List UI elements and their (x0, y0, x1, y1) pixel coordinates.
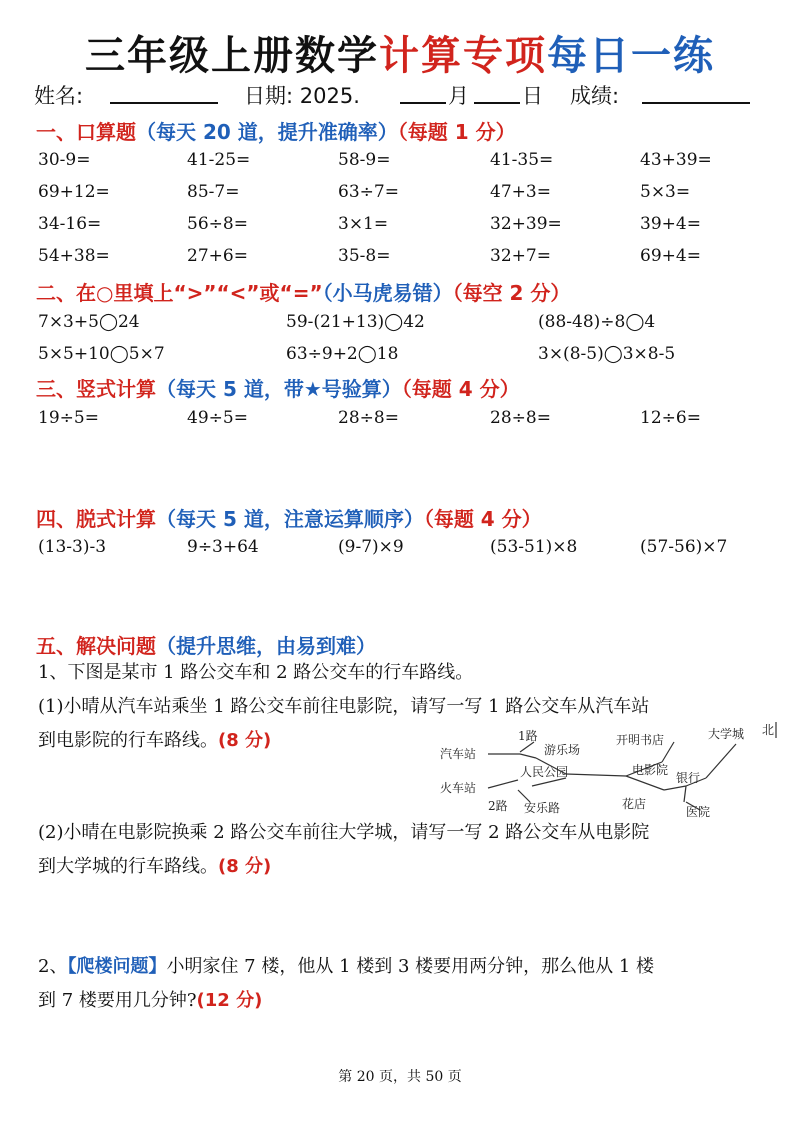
route1-pointer (520, 742, 534, 752)
section5-title: 五、解决问题 (36, 634, 156, 658)
compare-item: (88-48)÷8◯4 (538, 312, 656, 332)
q1-sub2 (38, 816, 778, 884)
section1-title: 一、口算题 (36, 120, 136, 144)
route-segment (664, 786, 686, 790)
section3-heading (36, 373, 520, 402)
oral-item: 32+7= (490, 246, 551, 266)
vertical-item: 19÷5= (38, 408, 99, 428)
section1-score: （每题 1 分） (397, 120, 516, 144)
oral-item: 39+4= (640, 214, 701, 234)
q1-sub2-line1: (2)小晴在电影院换乘 2 路公交车前往大学城，请写一写 2 路公交车从电影院 (38, 822, 650, 843)
q2-score: (12 分) (196, 990, 263, 1011)
q1-sub2-line2: 到大学城的行车路线。 (38, 856, 218, 877)
day-blank[interactable] (474, 84, 520, 109)
blank-circle[interactable]: ◯ (603, 344, 623, 364)
vertical-item: 12÷6= (640, 408, 701, 428)
route-segment (520, 754, 536, 758)
blank-circle[interactable]: ◯ (109, 344, 129, 364)
q1-intro: 1、下图是某市 1 路公交车和 2 路公交车的行车路线。 (38, 662, 474, 683)
title-part1: 三年级上册数学 (85, 33, 379, 79)
oral-item: 85-7= (187, 182, 240, 202)
score-blank[interactable] (642, 84, 750, 109)
route-segment (488, 780, 518, 788)
stepwise-item: 9÷3+64 (187, 537, 259, 557)
compare-item: 5×5+10◯5×7 (38, 344, 165, 364)
map-label-anle-road: 安乐路 (524, 801, 561, 815)
oral-item: 3×1= (338, 214, 389, 234)
compare-item: 7×3+5◯24 (38, 312, 140, 332)
map-label-cinema: 电影院 (632, 763, 669, 777)
q1-sub1-score: (8 分) (218, 730, 272, 751)
stepwise-item: (9-7)×9 (338, 537, 404, 557)
vertical-item: 28÷8= (338, 408, 399, 428)
map-label-florist: 花店 (622, 797, 647, 811)
name-blank[interactable] (110, 84, 218, 109)
stepwise-row (38, 537, 778, 565)
compare-row (38, 312, 778, 340)
date-label: 日期: 2025. (244, 84, 360, 108)
blank-circle[interactable]: ◯ (98, 312, 118, 332)
section2-desc: （小马虎易错） (322, 281, 453, 305)
stepwise-item: (13-3)-3 (38, 537, 107, 557)
bus-route-map (436, 718, 786, 828)
compare-item: 59-(21+13)◯42 (286, 312, 425, 332)
map-label-university: 大学城 (708, 727, 745, 741)
month-label: 月 (448, 84, 469, 108)
section5-desc: （提升思维，由易到难） (156, 634, 376, 658)
oral-row (38, 246, 778, 274)
stepwise-item: (53-51)×8 (490, 537, 578, 557)
map-label-bus-station: 汽车站 (440, 747, 477, 761)
oral-item: 32+39= (490, 214, 562, 234)
map-label-north: 北 (762, 723, 775, 737)
map-label-bookstore: 开明书店 (616, 733, 665, 747)
route-segment (626, 776, 664, 790)
q2-tag: 【爬楼问题】 (67, 956, 167, 977)
q2-line2: 到 7 楼要用几分钟? (38, 990, 197, 1011)
section2-heading (36, 277, 570, 306)
route-segment (684, 786, 686, 802)
section2-title: 二、在○里填上“>”“<”或“=” (36, 281, 323, 305)
oral-item: 69+4= (640, 246, 701, 266)
oral-item: 41-25= (187, 150, 251, 170)
section3-score: （每题 4 分） (401, 377, 520, 401)
blank-circle[interactable]: ◯ (625, 312, 645, 332)
route-segment (706, 744, 736, 778)
route-segment (532, 778, 566, 786)
section3-title: 三、竖式计算 (36, 377, 156, 401)
q2-number: 2、 (38, 956, 68, 977)
map-label-bank: 银行 (676, 771, 701, 785)
score-label: 成绩: (570, 84, 620, 108)
vertical-item: 49÷5= (187, 408, 248, 428)
section2-score: （每空 2 分） (452, 281, 571, 305)
section5-heading (36, 630, 376, 659)
oral-item: 30-9= (38, 150, 91, 170)
oral-item: 35-8= (338, 246, 391, 266)
section4-title: 四、脱式计算 (36, 507, 156, 531)
q2-line1: 小明家住 7 楼，他从 1 楼到 3 楼要用两分钟，那么他从 1 楼 (166, 956, 655, 977)
page-title (0, 24, 800, 81)
title-part2: 计算专项 (379, 33, 547, 79)
stepwise-item: (57-56)×7 (640, 537, 728, 557)
map-label-train-station: 火车站 (440, 781, 477, 795)
oral-row (38, 182, 778, 210)
oral-item: 54+38= (38, 246, 110, 266)
section3-desc: （每天 5 道，带★号验算） (156, 377, 402, 401)
title-part3: 每日一练 (547, 33, 715, 79)
oral-item: 56÷8= (187, 214, 248, 234)
oral-item: 47+3= (490, 182, 551, 202)
oral-item: 58-9= (338, 150, 391, 170)
name-label: 姓名: (34, 84, 84, 108)
vertical-row (38, 408, 778, 436)
q1-sub1-line2: 到电影院的行车路线。 (38, 730, 218, 751)
page-footer: 第 20 页，共 50 页 (338, 1069, 462, 1085)
q1-sub1-line1: (1)小晴从汽车站乘坐 1 路公交车前往电影院，请写一写 1 路公交车从汽车站 (38, 696, 650, 717)
day-label: 日 (522, 84, 543, 108)
section4-desc: （每天 5 道，注意运算顺序） (156, 507, 424, 531)
compare-item: 3×(8-5)◯3×8-5 (538, 344, 676, 364)
month-blank[interactable] (400, 84, 446, 109)
oral-item: 5×3= (640, 182, 691, 202)
blank-circle[interactable]: ◯ (384, 312, 404, 332)
map-label-amusement: 游乐场 (544, 743, 581, 757)
section4-heading (36, 503, 542, 532)
map-label-route2: 2路 (488, 799, 508, 813)
route-segment (566, 774, 626, 776)
oral-item: 63÷7= (338, 182, 399, 202)
vertical-item: 28÷8= (490, 408, 551, 428)
map-label-route1: 1路 (518, 729, 538, 743)
oral-item: 34-16= (38, 214, 102, 234)
compare-row (38, 344, 778, 372)
q2 (38, 950, 778, 1018)
q1-sub2-score: (8 分) (218, 856, 272, 877)
map-label-hospital: 医院 (686, 805, 711, 819)
oral-item: 27+6= (187, 246, 248, 266)
oral-item: 41-35= (490, 150, 554, 170)
section1-heading (36, 116, 516, 145)
map-label-park: 人民公园 (520, 765, 569, 779)
section4-score: （每题 4 分） (423, 507, 542, 531)
compare-item: 63÷9+2◯18 (286, 344, 399, 364)
oral-row (38, 214, 778, 242)
oral-item: 69+12= (38, 182, 110, 202)
oral-row (38, 150, 778, 178)
oral-item: 43+39= (640, 150, 712, 170)
blank-circle[interactable]: ◯ (357, 344, 377, 364)
section1-desc: （每天 20 道，提升准确率） (136, 120, 398, 144)
